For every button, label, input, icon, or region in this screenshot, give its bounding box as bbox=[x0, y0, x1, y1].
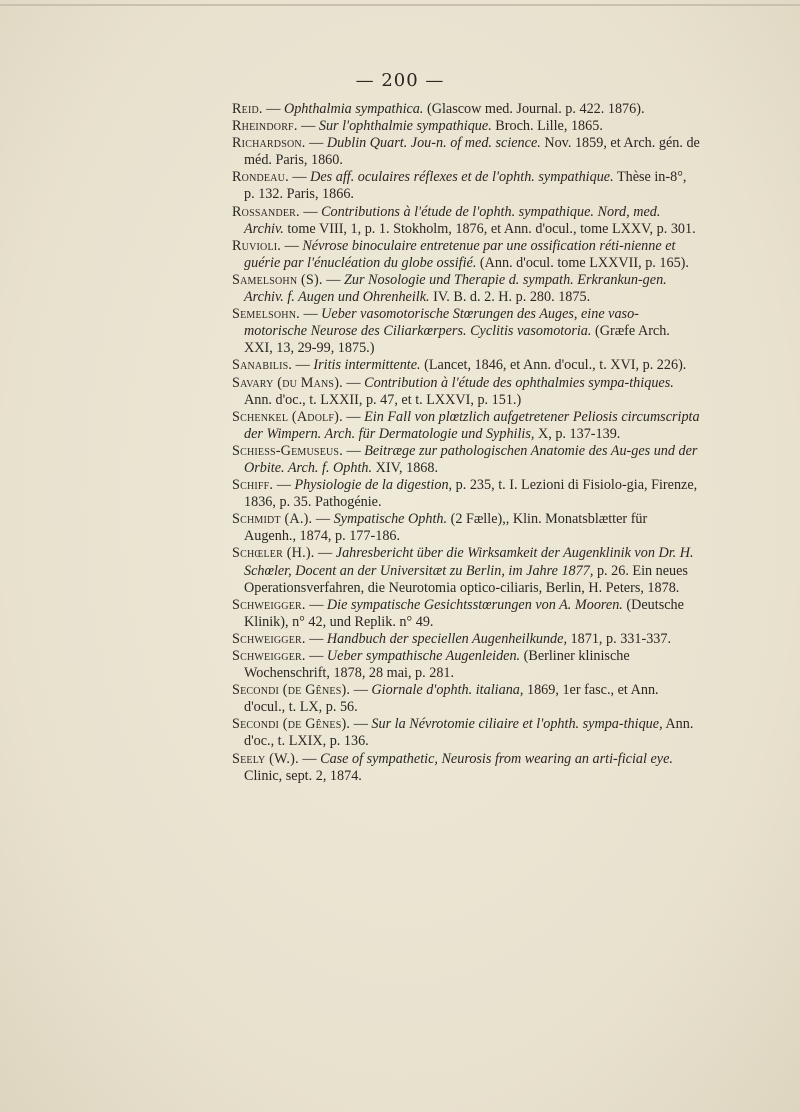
entry-details: Clinic, sept. 2, 1874. bbox=[244, 767, 362, 784]
entry-author: Schweigger. bbox=[232, 596, 306, 613]
bibliography-entry bbox=[232, 306, 700, 357]
entry-author: Ruvioli. bbox=[232, 237, 282, 254]
entry-details: tome VIII, 1, p. 1. Stokholm, 1876, et Ann. d'ocul., tome LXXV, p. 301. bbox=[283, 220, 696, 237]
bibliography-entry bbox=[232, 682, 700, 716]
entry-author: Schweigger. bbox=[232, 648, 306, 664]
entry-title: Ueber vasomotorische Stœrungen des Auges, eine vaso-motorische Neurose des Ciliarkœrpers. Cyclitis vasomotoria. bbox=[244, 306, 639, 340]
page-top-edge bbox=[0, 4, 800, 6]
entry-title: Case of sympathetic, Neurosis from wearing an arti-ficial eye. bbox=[320, 750, 673, 767]
bibliography-entry bbox=[232, 511, 700, 545]
entry-details: (Ann. d'ocul. tome LXXVII, p. 165). bbox=[476, 254, 689, 271]
entry-author: Schiff. bbox=[232, 477, 274, 494]
entry-title: Die sympatische Gesichtsstœrungen von A. Mooren. bbox=[326, 596, 623, 613]
entry-details: p. 235, t. I. Lezioni di Fisiolo-gia, Firenze, 1836, p. 35. Pathogénie. bbox=[244, 477, 698, 511]
bibliography-entry bbox=[232, 409, 700, 443]
entry-separator: — bbox=[350, 682, 372, 699]
entry-details: XIV, 1868. bbox=[372, 459, 439, 476]
entry-author: Schenkel (Adolf). bbox=[232, 408, 343, 425]
entry-author: Secondi (de Gênes). bbox=[232, 716, 351, 733]
entry-details: Ann. d'oc., t. LXIX, p. 136. bbox=[244, 716, 694, 750]
entry-author: Samelsohn (S). bbox=[232, 271, 323, 288]
entry-title: Névrose binoculaire entretenue par une ossification réti-nienne et guérie par l'énucléation du globe ossifié. bbox=[244, 237, 676, 271]
entry-title: Beitræge zur pathologischen Anatomie des Au-ges und der Orbite. Arch. f. Ophth. bbox=[244, 442, 698, 476]
page-number: — 200 — bbox=[355, 70, 445, 91]
bibliography-entry bbox=[232, 135, 700, 169]
entry-author: Sanabilis. bbox=[232, 357, 293, 374]
entry-separator: — bbox=[305, 135, 327, 152]
entry-separator: — bbox=[273, 477, 295, 494]
bibliography-entry bbox=[232, 443, 700, 477]
entry-separator: — bbox=[305, 648, 327, 664]
bibliography-entry bbox=[232, 375, 700, 409]
bibliography-entry bbox=[232, 648, 700, 682]
entry-separator: — bbox=[342, 408, 365, 425]
entry-separator: — bbox=[281, 237, 303, 254]
entry-title: Physiologie de la digestion, bbox=[294, 477, 453, 494]
entry-title: Des aff. oculaires réflexes et de l'ophth. sympathique. bbox=[310, 169, 614, 186]
entry-separator: — bbox=[297, 118, 319, 135]
entry-separator: — bbox=[299, 203, 322, 220]
bibliography-list bbox=[232, 101, 700, 785]
entry-separator: — bbox=[299, 306, 322, 323]
entry-author: Schiess-Gemuseus. bbox=[232, 442, 343, 459]
entry-title: Contributions à l'étude de l'ophth. sympathique. Nord, med. Archiv. bbox=[244, 203, 661, 237]
entry-author: Savary (du Mans). bbox=[232, 374, 343, 391]
entry-title: Iritis intermittente. bbox=[313, 357, 421, 374]
entry-title: Sur la Névrotomie ciliaire et l'ophth. sympa-thique, bbox=[371, 716, 663, 733]
bibliography-entry bbox=[232, 272, 700, 306]
entry-title: Contribution à l'étude des ophthalmies sympa-thiques. bbox=[364, 374, 674, 391]
bibliography-entry bbox=[232, 716, 700, 750]
bibliography-entry bbox=[232, 751, 700, 785]
entry-details: (Græfe Arch. XXI, 13, 29-99, 1875.) bbox=[244, 323, 670, 357]
entry-separator: — bbox=[305, 596, 327, 613]
entry-separator: — bbox=[288, 169, 311, 186]
bibliography-entry bbox=[232, 169, 700, 203]
entry-details: Ann. d'oc., t. LXXII, p. 47, et t. LXXVI, p. 151.) bbox=[244, 391, 522, 408]
bibliography-entry bbox=[232, 631, 700, 648]
entry-title: Zur Nosologie und Therapie d. sympath. Erkrankun-gen. Archiv. f. Augen und Ohrenheilk. bbox=[244, 271, 667, 306]
entry-details: X, p. 137-139. bbox=[534, 425, 621, 442]
bibliography-entry bbox=[232, 238, 700, 272]
bibliography-entry bbox=[232, 597, 700, 631]
entry-author: Schweigger. bbox=[232, 630, 306, 647]
entry-details: 1869, 1er fasc., et Ann. d'ocul., t. LX, p. 56. bbox=[244, 682, 659, 716]
entry-title: Giornale d'ophth. italiana, bbox=[371, 682, 524, 699]
bibliography-entry bbox=[232, 118, 700, 135]
entry-separator: — bbox=[342, 374, 365, 391]
entry-details: Nov. 1859, et Arch. gén. de méd. Paris, 1860. bbox=[244, 135, 700, 169]
entry-title: Sur l'ophthalmie sympathique. bbox=[318, 118, 492, 135]
entry-author: Reid. bbox=[232, 101, 263, 117]
entry-separator: — bbox=[262, 101, 284, 117]
entry-details: IV. B. d. 2. H. p. 280. 1875. bbox=[429, 289, 591, 306]
entry-separator: — bbox=[298, 750, 321, 767]
bibliography-entry bbox=[232, 101, 700, 118]
entry-details: (Berliner klinische Wochenschrift, 1878, 28 mai, p. 281. bbox=[244, 648, 630, 682]
entry-separator: — bbox=[314, 545, 336, 562]
bibliography-entry bbox=[232, 204, 700, 238]
entry-separator: — bbox=[305, 630, 327, 647]
entry-details: (Glascow med. Journal. p. 422. 1876). bbox=[423, 101, 645, 117]
entry-author: Rossander. bbox=[232, 203, 300, 220]
entry-author: Semelsohn. bbox=[232, 306, 300, 323]
entry-separator: — bbox=[350, 716, 372, 733]
entry-author: Rheindorf. bbox=[232, 118, 298, 135]
entry-title: Handbuch der speciellen Augenheilkunde, bbox=[326, 630, 567, 647]
entry-title: Ophthalmia sympathica. bbox=[283, 101, 424, 117]
entry-author: Schmidt (A.). bbox=[232, 511, 313, 528]
entry-title: Sympatische Ophth. bbox=[333, 511, 448, 528]
entry-details: (Lancet, 1846, et Ann. d'ocul., t. XVI, p. 226). bbox=[420, 357, 687, 374]
entry-details: Thèse in-8°, p. 132. Paris, 1866. bbox=[244, 169, 687, 203]
entry-author: Schœler (H.). bbox=[232, 545, 315, 562]
entry-title: Dublin Quart. Jou-n. of med. science. bbox=[326, 135, 541, 152]
bibliography-entry bbox=[232, 545, 700, 596]
entry-author: Richardson. bbox=[232, 135, 306, 152]
entry-separator: — bbox=[312, 511, 334, 528]
entry-separator: — bbox=[292, 357, 314, 374]
bibliography-entry bbox=[232, 357, 700, 374]
entry-author: Secondi (de Gênes). bbox=[232, 682, 351, 699]
entry-details: p. 26. Ein neues Operationsverfahren, die Neurotomia optico-ciliaris, Berlin, H. Peters, 1878. bbox=[244, 562, 688, 596]
bibliography-entry bbox=[232, 477, 700, 511]
entry-separator: — bbox=[322, 271, 344, 288]
entry-separator: — bbox=[342, 442, 365, 459]
entry-title: Ueber sympathische Augenleiden. bbox=[326, 648, 521, 664]
entry-author: Seely (W.). bbox=[232, 750, 299, 767]
entry-details: Broch. Lille, 1865. bbox=[491, 118, 603, 135]
entry-details: (Deutsche Klinik), n° 42, und Replik. n° 49. bbox=[244, 596, 684, 630]
entry-author: Rondeau. bbox=[232, 169, 289, 186]
entry-title: Ein Fall von plœtzlich aufgetretener Peliosis circumscripta der Wimpern. Arch. für Dermatologie und Syphilis, bbox=[244, 408, 700, 442]
entry-details: 1871, p. 331-337. bbox=[567, 630, 672, 647]
entry-title: Jahresbericht über die Wirksamkeit der Augenklinik von Dr. H. Schœler, Docent an der Universitæt zu Berlin, im Jahre 1877, bbox=[244, 545, 694, 579]
entry-details: (2 Fælle),, Klin. Monatsblætter für Augenh., 1874, p. 177-186. bbox=[244, 511, 648, 545]
